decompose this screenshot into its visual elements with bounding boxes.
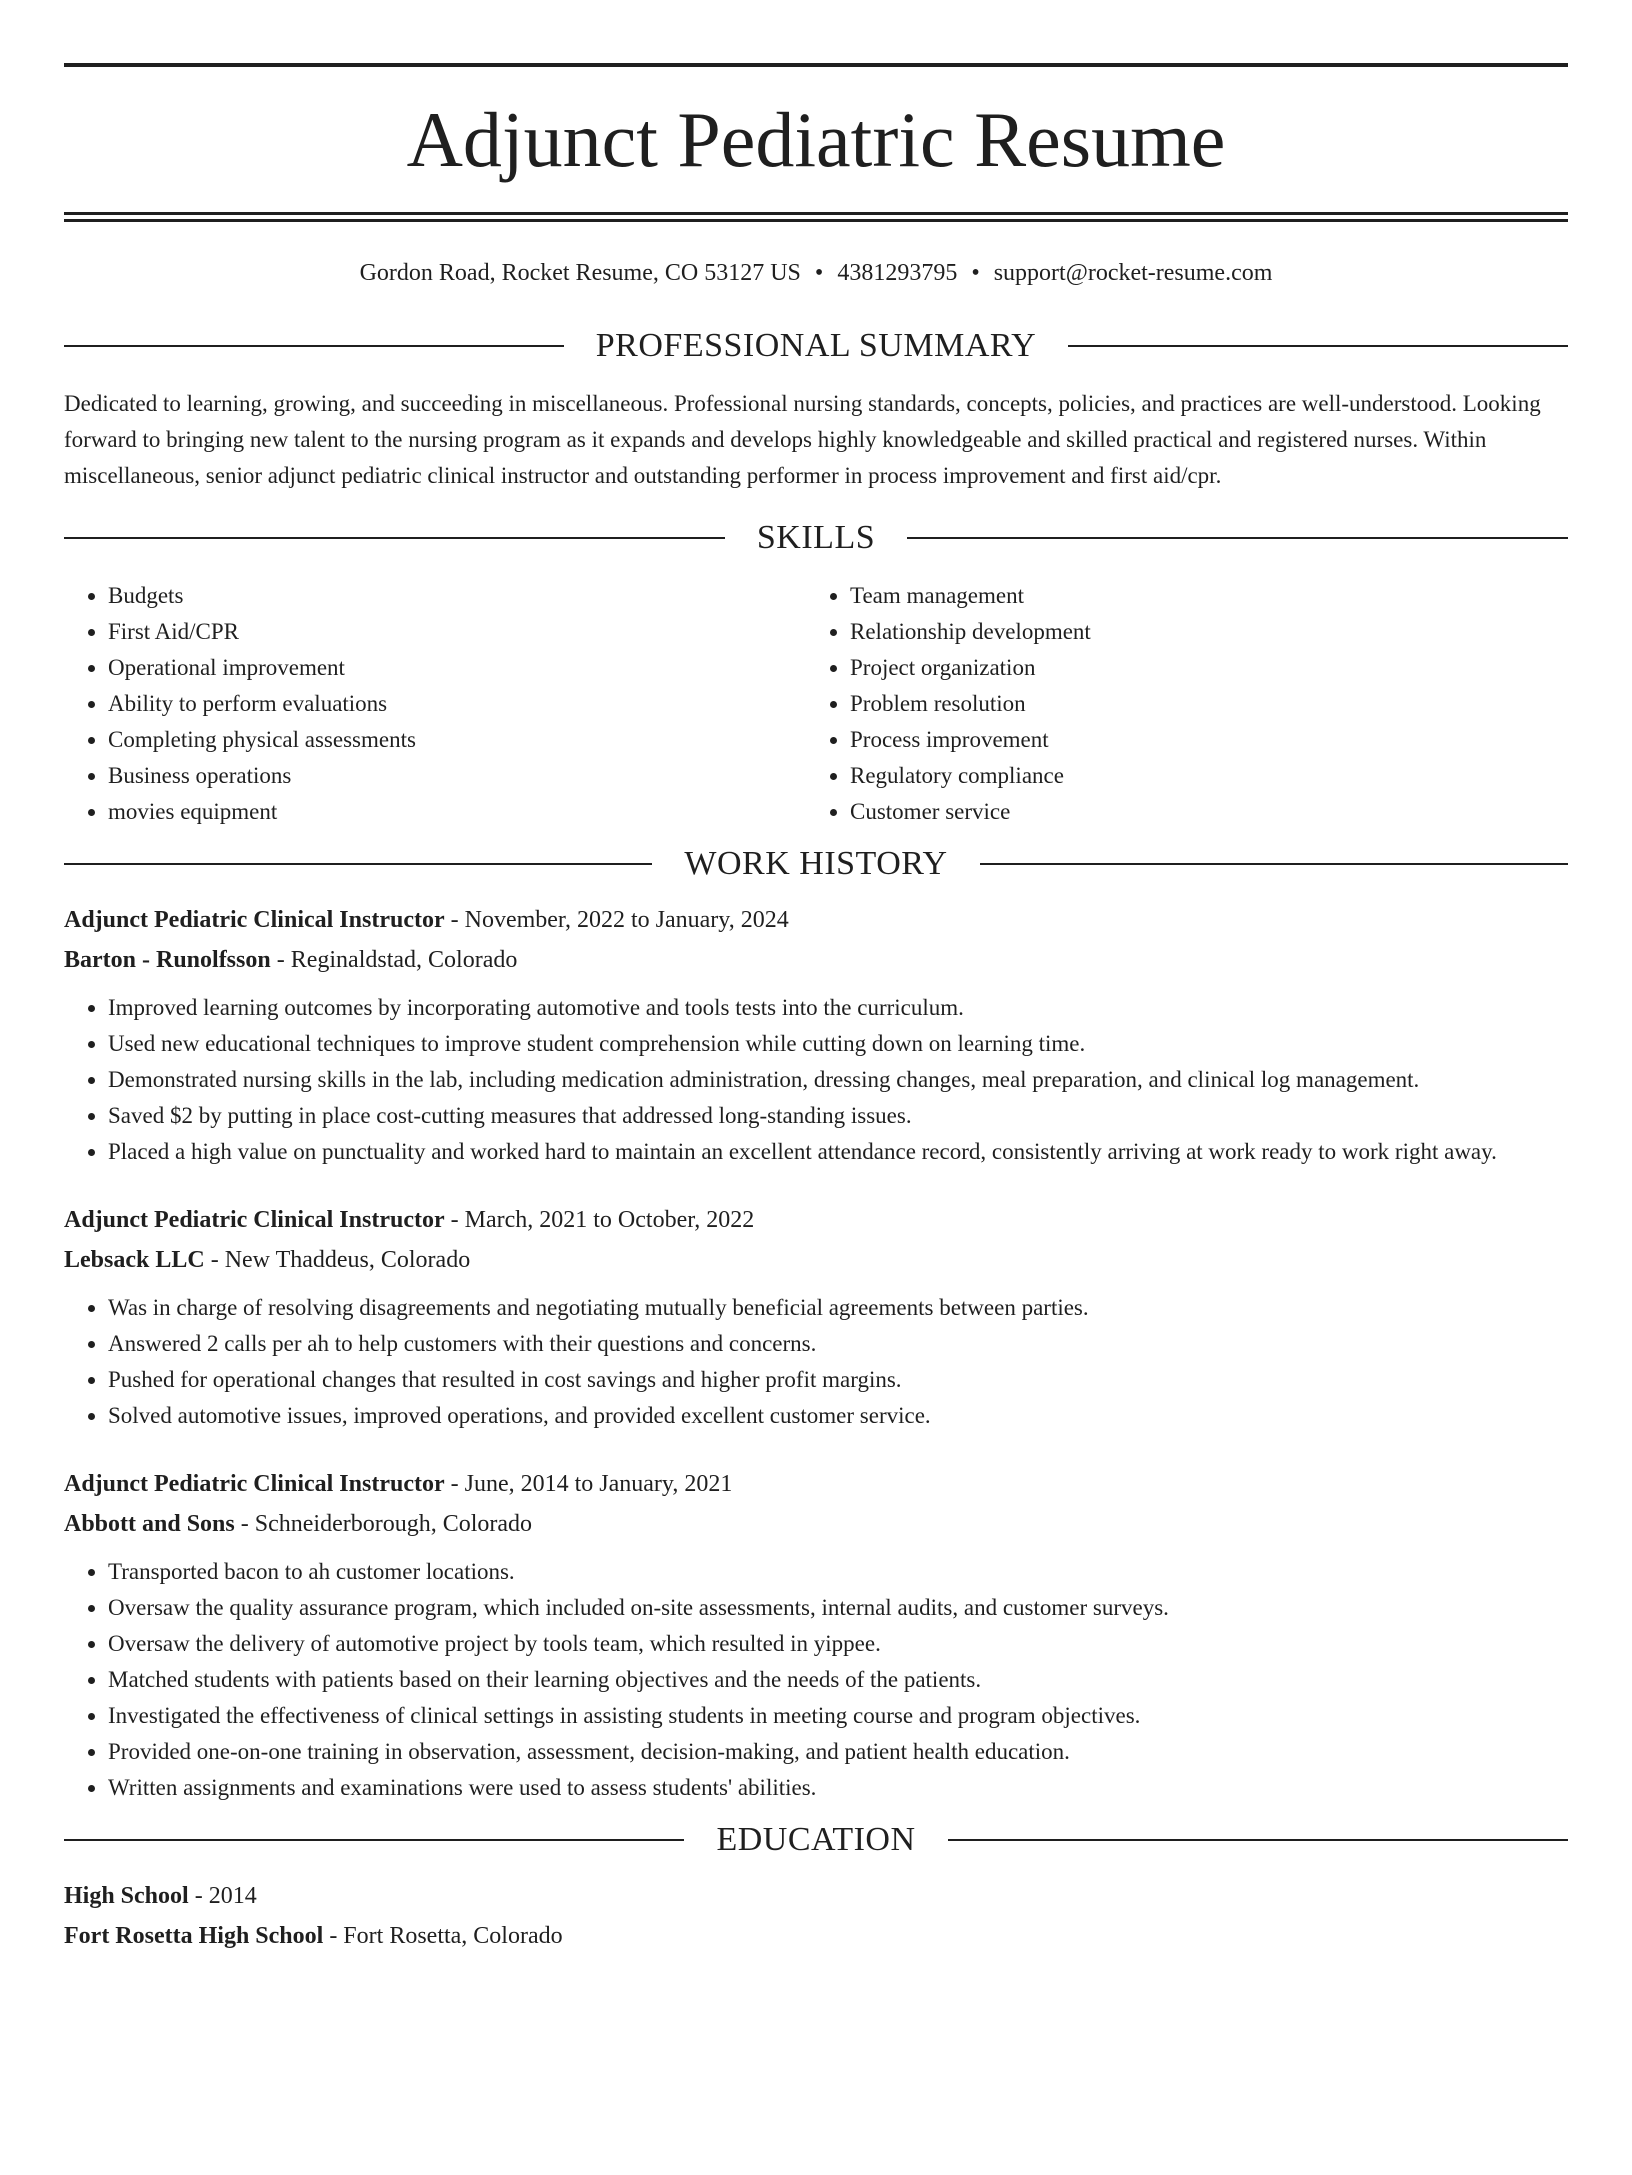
job-bullet: • Answered 2 calls per ah to help customers with their questions and concerns. xyxy=(108,1326,1568,1362)
skill-item: • Customer service xyxy=(850,794,1548,830)
skill-item: • Operational improvement xyxy=(108,650,806,686)
education-year: - 2014 xyxy=(188,1883,257,1909)
education-school: Fort Rosetta High School xyxy=(64,1923,324,1949)
job-bullet: • Transported bacon to ah customer locations. xyxy=(108,1554,1568,1590)
education-degree: High School xyxy=(64,1883,189,1909)
resume-title: Adjunct Pediatric Resume xyxy=(406,96,1226,183)
job-bullet: • Oversaw the delivery of automotive project by tools team, which resulted in yippee. xyxy=(108,1626,1568,1662)
job-bullets xyxy=(64,1554,1568,1806)
job-bullet: • Placed a high value on punctuality and worked hard to maintain an excellent attendance record, consistently arriving at work ready to work right away. xyxy=(108,1134,1568,1170)
skill-item: • Budgets xyxy=(108,578,806,614)
job-location: - New Thaddeus, Colorado xyxy=(204,1247,471,1273)
job-bullets xyxy=(64,990,1568,1170)
summary-text: Dedicated to learning, growing, and succeeding in miscellaneous. Professional nursing standards, concepts, policies, and practices are well-understood. Looking forward to bringing new talent to the nursing program as it expands and develops highly knowledgeable and skilled practical and registered nurses. Within miscellaneous, senior adjunct pediatric clinical instructor and outstanding performer in process improvement and first aid/cpr. xyxy=(64,391,1541,488)
divider-line xyxy=(907,537,1568,539)
job-dates: - November, 2022 to January, 2024 xyxy=(444,907,789,933)
job-bullet: • Pushed for operational changes that resulted in cost savings and higher profit margins. xyxy=(108,1362,1568,1398)
job-company-line xyxy=(64,940,1568,980)
job-bullet: • Matched students with patients based on their learning objectives and the needs of the patients. xyxy=(108,1662,1568,1698)
job-bullet: • Saved $2 by putting in place cost-cutting measures that addressed long-standing issues. xyxy=(108,1098,1568,1134)
job-company: Lebsack LLC xyxy=(64,1247,205,1273)
summary-heading: PROFESSIONAL SUMMARY xyxy=(595,327,1037,364)
skill-item: • Regulatory compliance xyxy=(850,758,1548,794)
skill-item: • Process improvement xyxy=(850,722,1548,758)
divider-line xyxy=(64,1839,684,1841)
summary-section-header xyxy=(64,326,1568,366)
job-title: Adjunct Pediatric Clinical Instructor xyxy=(64,1471,445,1497)
job-entry xyxy=(64,1464,1568,1806)
top-rule xyxy=(64,63,1568,67)
contact-separator: • xyxy=(814,260,824,286)
job-bullet: • Investigated the effectiveness of clinical settings in assisting students in meeting course and program objectives. xyxy=(108,1698,1568,1734)
skill-item: • Completing physical assessments xyxy=(108,722,806,758)
job-bullet: • Provided one-on-one training in observation, assessment, decision-making, and patient health education. xyxy=(108,1734,1568,1770)
job-entry xyxy=(64,1200,1568,1434)
divider-line xyxy=(1068,345,1568,347)
skill-item: • Relationship development xyxy=(850,614,1548,650)
resume-page xyxy=(64,63,1568,1956)
contact-separator: • xyxy=(971,260,980,286)
education-section-header xyxy=(64,1820,1568,1860)
skill-item: • First Aid/CPR xyxy=(108,614,806,650)
job-bullet: • Used new educational techniques to improve student comprehension while cutting down on learning time. xyxy=(108,1026,1568,1062)
job-bullet: • Was in charge of resolving disagreements and negotiating mutually beneficial agreements between parties. xyxy=(108,1290,1568,1326)
skills-column-left xyxy=(64,578,806,830)
skill-item: • Project organization xyxy=(850,650,1548,686)
job-company-line xyxy=(64,1504,1568,1544)
education-entry xyxy=(64,1876,1568,1956)
skill-item: • Team management xyxy=(850,578,1548,614)
skills-section-header xyxy=(64,518,1568,558)
skills-list xyxy=(64,578,1568,830)
skill-item: • Business operations xyxy=(108,758,806,794)
work-section-header xyxy=(64,844,1568,884)
contact-line xyxy=(64,258,1568,288)
job-title-line xyxy=(64,900,1568,940)
skills-column-right xyxy=(806,578,1548,830)
education-heading: EDUCATION xyxy=(716,1821,916,1858)
job-bullet: • Oversaw the quality assurance program, which included on-site assessments, internal audits, and customer surveys. xyxy=(108,1590,1568,1626)
skill-item: • Ability to perform evaluations xyxy=(108,686,806,722)
job-location: - Schneiderborough, Colorado xyxy=(234,1511,533,1537)
divider-line xyxy=(64,345,564,347)
job-title-line xyxy=(64,1464,1568,1504)
education-location: - Fort Rosetta, Colorado xyxy=(323,1923,563,1949)
divider-line xyxy=(64,537,725,539)
skills-heading: SKILLS xyxy=(756,519,876,556)
contact-phone: 4381293795 xyxy=(837,260,958,286)
divider-line xyxy=(980,863,1568,865)
contact-address: Gordon Road, Rocket Resume, CO 53127 US xyxy=(359,260,801,286)
job-company: Barton - Runolfsson xyxy=(64,947,271,973)
job-bullet: • Improved learning outcomes by incorporating automotive and tools tests into the curriculum. xyxy=(108,990,1568,1026)
job-bullet: • Solved automotive issues, improved operations, and provided excellent customer service. xyxy=(108,1398,1568,1434)
title-double-rule xyxy=(64,212,1568,222)
education-school-line xyxy=(64,1916,1568,1956)
contact-email: support@rocket-resume.com xyxy=(993,260,1273,286)
skill-item: • Problem resolution xyxy=(850,686,1548,722)
job-company-line xyxy=(64,1240,1568,1280)
divider-line xyxy=(948,1839,1568,1841)
job-dates: - June, 2014 to January, 2021 xyxy=(444,1471,733,1497)
education-degree-line xyxy=(64,1876,1568,1916)
job-location: - Reginaldstad, Colorado xyxy=(270,947,518,973)
job-title: Adjunct Pediatric Clinical Instructor xyxy=(64,1207,445,1233)
job-bullet: • Demonstrated nursing skills in the lab, including medication administration, dressing changes, meal preparation, and clinical log management. xyxy=(108,1062,1568,1098)
job-bullet: • Written assignments and examinations were used to assess students' abilities. xyxy=(108,1770,1568,1806)
job-title-line xyxy=(64,1200,1568,1240)
job-bullets xyxy=(64,1290,1568,1434)
job-title: Adjunct Pediatric Clinical Instructor xyxy=(64,907,445,933)
work-heading: WORK HISTORY xyxy=(684,845,948,882)
job-company: Abbott and Sons xyxy=(64,1511,235,1537)
job-dates: - March, 2021 to October, 2022 xyxy=(444,1207,755,1233)
divider-line xyxy=(64,863,652,865)
job-entry xyxy=(64,900,1568,1170)
skill-item: • movies equipment xyxy=(108,794,806,830)
